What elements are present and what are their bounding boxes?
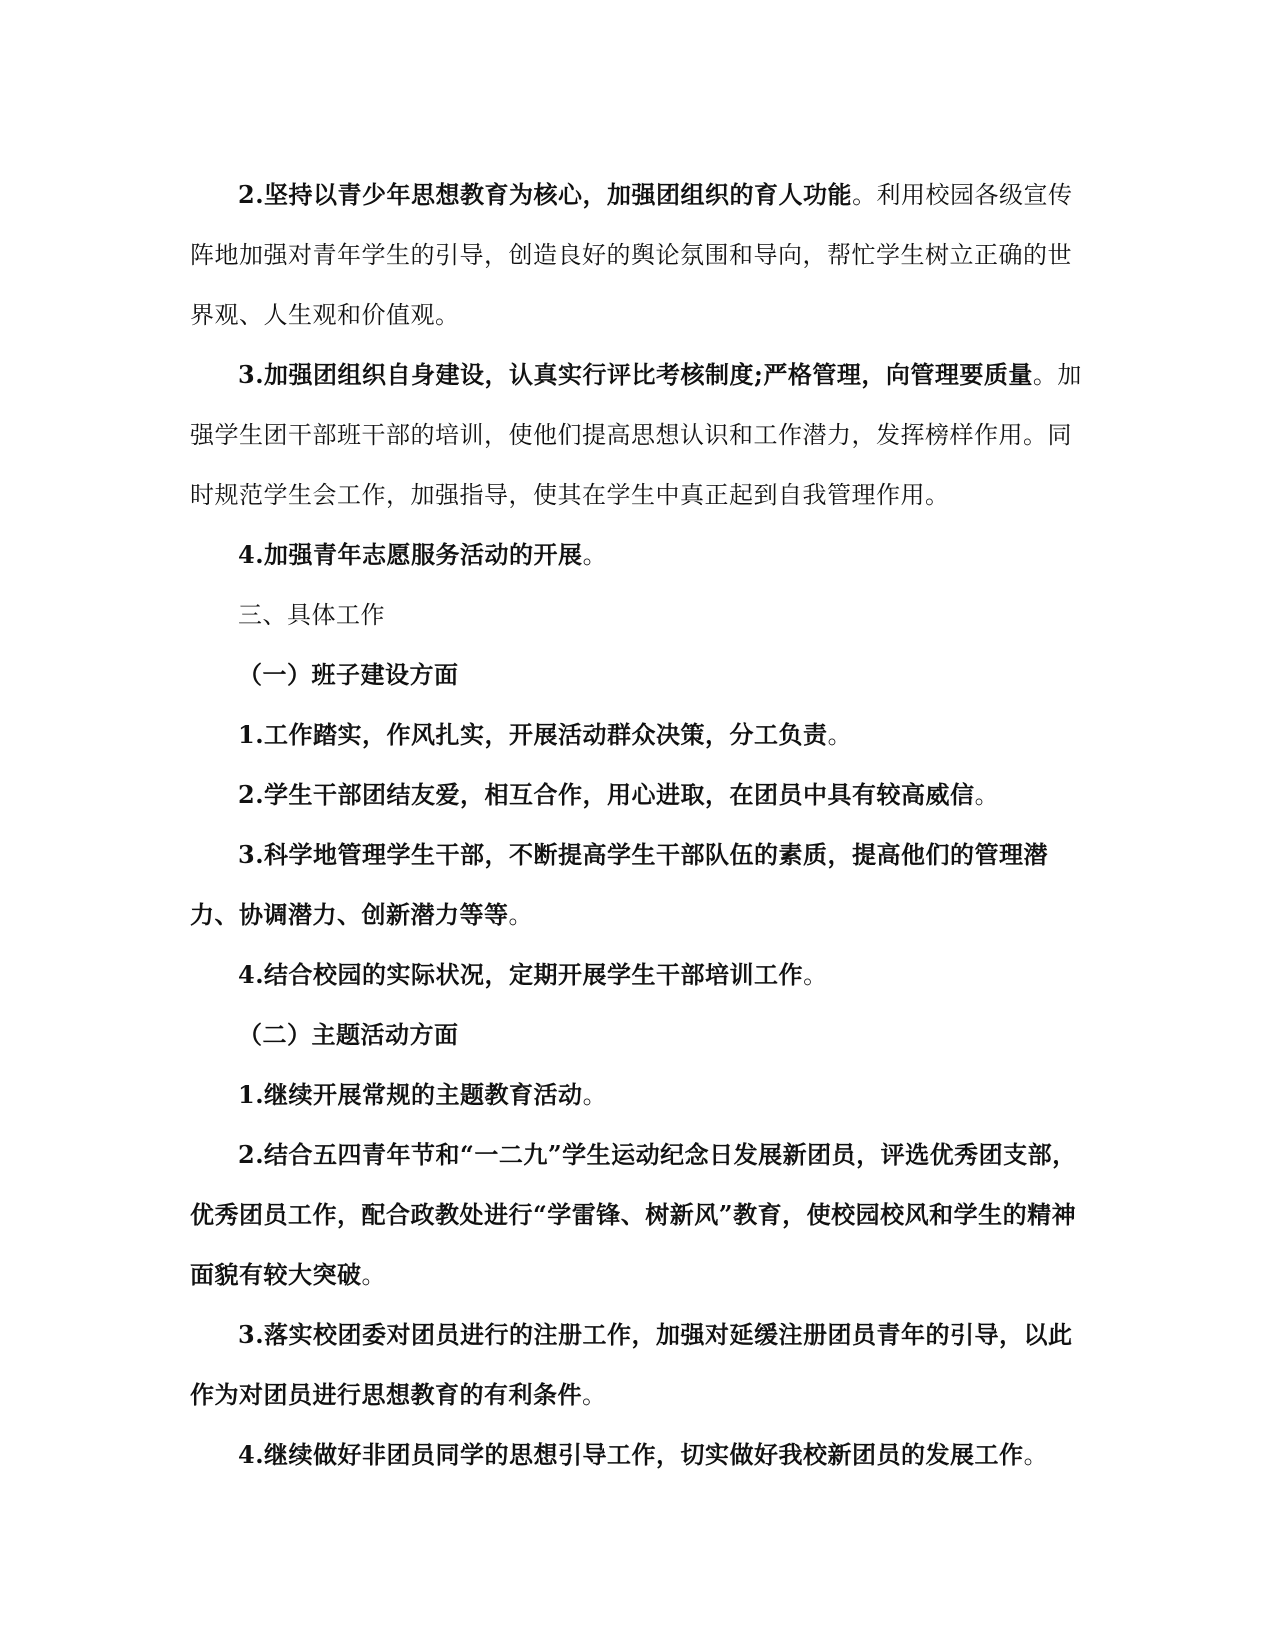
paragraph-9 [190,945,1085,1005]
paragraph-1-bold-text: 2.坚持以青少年思想教育为核心，加强团组织的育人功能 [238,180,853,209]
subsection-heading-2-bold-text: （二）主题活动方面 [238,1020,459,1049]
subsection-heading-1-bold-text: （一）班子建设方面 [238,660,459,689]
paragraph-7 [190,765,1085,825]
paragraph-7-bold-text: 2.学生干部团结友爱，相互合作，用心进取，在团员中具有较高威信 [238,780,975,809]
subsection-heading-1 [190,645,1085,705]
subsection-heading-2 [190,1005,1085,1065]
paragraph-3-bold-text: 4.加强青年志愿服务活动的开展 [238,540,583,569]
paragraph-13-text: 。 [582,1381,607,1409]
paragraph-9-text: 。 [803,961,828,989]
paragraph-12-bold-text: 2.结合五四青年节和“一二九”学生运动纪念日发展新团员，评选优秀团支部，优秀团员工作，配合政教处进行“学雷锋、树新风”教育，使校园校风和学生的精神面貌有较大突破 [190,1140,1077,1289]
paragraph-11-bold-text: 1.继续开展常规的主题教育活动 [238,1080,583,1109]
document-body [190,165,1085,1485]
paragraph-6-text: 。 [827,721,853,749]
paragraph-2 [190,345,1085,525]
paragraph-6 [190,705,1085,765]
paragraph-2-bold-text: 3.加强团组织自身建设，认真实行评比考核制度;严格管理，向管理要质量 [238,360,1033,389]
paragraph-1-text: 。利用校园各级宣传阵地加强对青年学生的引导，创造良好的舆论氛围和导向，帮忙学生树立正确的世界观、人生观和价值观。 [190,181,1073,329]
paragraph-6-bold-text: 1.工作踏实，作风扎实，开展活动群众决策，分工负责 [238,720,828,749]
paragraph-8-bold-text: 3.科学地管理学生干部，不断提高学生干部队伍的素质，提高他们的管理潜力、协调潜力、创新潜力等等 [190,840,1049,929]
paragraph-11 [190,1065,1085,1125]
paragraph-3-text: 。 [582,541,608,569]
paragraph-14 [190,1425,1085,1485]
paragraph-8-text: 。 [508,901,533,929]
paragraph-12-text: 。 [361,1261,386,1289]
paragraph-12 [190,1125,1085,1305]
paragraph-2-text: 。加强学生团干部班干部的培训，使他们提高思想认识和工作潜力，发挥榜样作用。同时规范学生会工作，加强指导，使其在学生中真正起到自我管理作用。 [190,361,1082,509]
paragraph-8 [190,825,1085,945]
paragraph-14-text: 。 [1023,1441,1049,1469]
paragraph-11-text: 。 [582,1081,608,1109]
paragraph-13-bold-text: 3.落实校团委对团员进行的注册工作，加强对延缓注册团员青年的引导，以此作为对团员进行思想教育的有利条件 [190,1320,1073,1409]
section-heading [190,585,1085,645]
paragraph-3 [190,525,1085,585]
paragraph-14-bold-text: 4.继续做好非团员同学的思想引导工作，切实做好我校新团员的发展工作 [238,1440,1024,1469]
paragraph-9-bold-text: 4.结合校园的实际状况，定期开展学生干部培训工作 [238,960,804,989]
paragraph-13 [190,1305,1085,1425]
paragraph-1 [190,165,1085,345]
section-heading-text: 三、具体工作 [238,601,385,629]
paragraph-7-text: 。 [974,781,1000,809]
